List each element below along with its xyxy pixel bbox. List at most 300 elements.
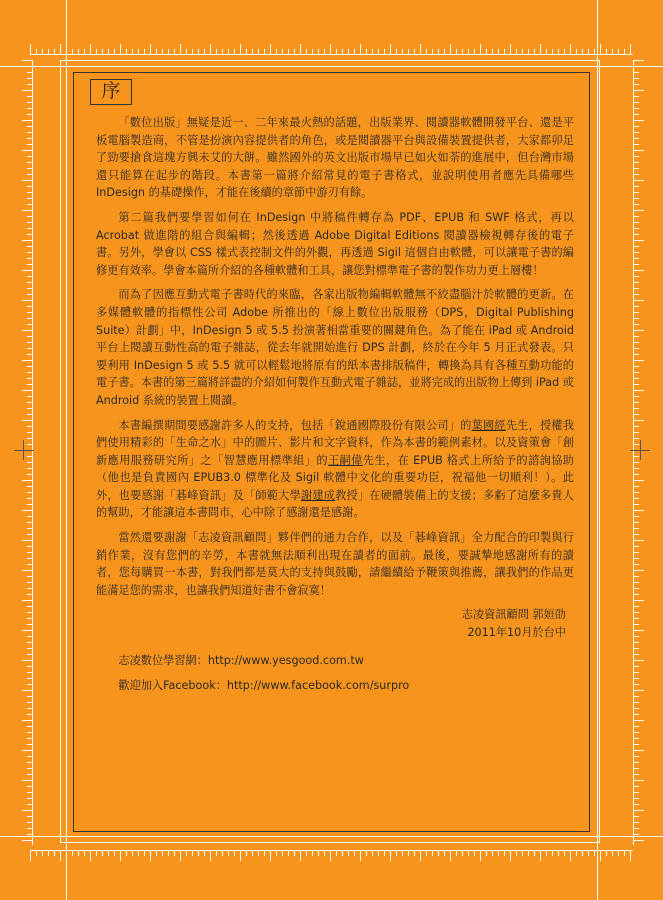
ruler-tick (138, 851, 139, 856)
ruler-tick (126, 851, 127, 856)
ruler-tick (27, 348, 32, 349)
ruler-tick (288, 49, 289, 54)
ruler-tick (78, 851, 79, 856)
ruler-tick (162, 49, 163, 54)
ruler-tick (27, 666, 32, 667)
ruler-tick (634, 192, 639, 193)
ruler-tick (624, 49, 625, 54)
ruler-tick (420, 851, 421, 861)
ruler-tick (27, 768, 32, 769)
crop-mark (23, 440, 24, 460)
ruler-tick (634, 828, 639, 829)
ruler-tick (564, 49, 565, 54)
link-line[interactable]: 歡迎加入Facebook：http://www.facebook.com/surpro (118, 679, 410, 693)
ruler-tick (408, 851, 409, 856)
ruler-tick (27, 234, 32, 235)
ruler-tick (634, 306, 639, 307)
ruler-tick (22, 150, 32, 151)
ruler-tick (22, 90, 32, 91)
ruler-tick (634, 252, 639, 253)
ruler-tick (22, 120, 32, 121)
ruler-tick (27, 648, 32, 649)
ruler-tick (634, 186, 639, 187)
ruler-tick (634, 558, 639, 559)
ruler-tick (22, 570, 32, 571)
ruler-tick (132, 851, 133, 856)
ruler-tick (27, 384, 32, 385)
ruler-tick (216, 49, 217, 54)
ruler-tick (27, 696, 32, 697)
ruler-tick (234, 49, 235, 54)
ruler-tick (27, 708, 32, 709)
ruler-tick (96, 49, 97, 54)
ruler-tick (22, 540, 32, 541)
ruler-tick (634, 684, 639, 685)
ruler-tick (324, 49, 325, 54)
ruler-tick (634, 360, 644, 361)
ruler-tick (22, 360, 32, 361)
ruler-tick (634, 666, 639, 667)
ruler-tick (27, 408, 32, 409)
ruler-tick (72, 851, 73, 856)
ruler-tick (198, 851, 199, 856)
ruler-tick (414, 851, 415, 856)
ruler-tick (462, 49, 463, 54)
paragraph: 而為了因應互動式電子書時代的來臨，各家出版物編輯軟體無不絞盡腦汁於軟體的更新。在多媒體軟體的指標性公司 Adobe 所推出的「線上數位出版服務（DPS，Digital Publishing Suite）計劃」中，InDesign 5 或 5.5 扮演著相當重要的關鍵角色。為了能在 iPad 或 Android 平台上閱讀互動性高的電子雜誌，從去年就開始進行 DPS 計劃，終於在今年 5 月正式發表。只要利用 InDesign 5 或 5.5 就可以輕鬆地將原有的紙本書排版稿件，轉換為具有各種互動功能的電子書。本書的第三篇將詳盡的介紹如何製作互動式電子雜誌，並將完成的出版物上傳到 iPad 或 Android 系統的裝置上閱讀。 (96, 288, 574, 407)
ruler-tick (22, 690, 32, 691)
ruler-tick (27, 156, 32, 157)
person-name: 王嗣偉 (327, 453, 363, 467)
ruler-tick (634, 834, 639, 835)
ruler-tick (27, 606, 32, 607)
ruler-tick (22, 510, 32, 511)
ruler-tick (588, 851, 589, 856)
ruler-tick (27, 618, 32, 619)
ruler-tick (600, 851, 601, 861)
ruler-tick (192, 49, 193, 54)
ruler-tick (228, 851, 229, 856)
ruler-tick (27, 96, 32, 97)
ruler-tick (402, 49, 403, 54)
ruler-tick (634, 414, 639, 415)
crop-mark (640, 440, 641, 460)
ruler-tick (634, 282, 639, 283)
ruler-tick (384, 851, 385, 856)
ruler-tick (634, 174, 639, 175)
ruler-tick (618, 851, 619, 856)
ruler-tick (634, 234, 639, 235)
ruler-tick (634, 594, 639, 595)
link-line[interactable]: 志凌數位學習網：http://www.yesgood.com.tw (118, 653, 364, 667)
ruler-tick (558, 49, 559, 54)
ruler-tick (378, 49, 379, 54)
ruler-tick (456, 49, 457, 54)
ruler-tick (210, 44, 211, 54)
ruler-tick (27, 684, 32, 685)
ruler-tick (634, 168, 639, 169)
ruler-tick (504, 851, 505, 856)
ruler-tick (27, 678, 32, 679)
ruler-tick (276, 49, 277, 54)
ruler-tick (180, 851, 181, 861)
ruler-tick (246, 851, 247, 856)
ruler-tick (552, 851, 553, 856)
frame-line (66, 0, 67, 900)
ruler-tick (426, 851, 427, 856)
ruler-tick (634, 72, 639, 73)
ruler-tick (156, 851, 157, 856)
ruler-bottom (30, 850, 633, 865)
ruler-tick (27, 102, 32, 103)
ruler-tick (27, 414, 32, 415)
ruler-tick (546, 49, 547, 54)
ruler-tick (294, 49, 295, 54)
ruler-tick (336, 851, 337, 856)
ruler-tick (27, 252, 32, 253)
ruler-tick (420, 44, 421, 54)
ruler-tick (634, 564, 639, 565)
ruler-tick (528, 851, 529, 856)
ruler-tick (634, 660, 644, 661)
ruler-tick (634, 138, 639, 139)
ruler-tick (634, 606, 639, 607)
ruler-tick (252, 49, 253, 54)
ruler-tick (634, 786, 639, 787)
ruler-tick (252, 851, 253, 856)
ruler-tick (27, 114, 32, 115)
ruler-tick (22, 390, 32, 391)
ruler-tick (27, 192, 32, 193)
ruler-tick (612, 851, 613, 856)
ruler-tick (27, 534, 32, 535)
ruler-tick (84, 851, 85, 856)
ruler-tick (27, 474, 32, 475)
ruler-tick (634, 462, 639, 463)
ruler-tick (348, 49, 349, 54)
ruler-tick (90, 851, 91, 861)
ruler-tick (270, 44, 271, 54)
ruler-tick (150, 44, 151, 54)
ruler-tick (634, 696, 639, 697)
ruler-tick (612, 49, 613, 54)
ruler-tick (27, 702, 32, 703)
ruler-tick (27, 162, 32, 163)
ruler-tick (27, 378, 32, 379)
ruler-tick (486, 49, 487, 54)
ruler-tick (366, 49, 367, 54)
ruler-tick (634, 114, 639, 115)
ruler-tick (486, 851, 487, 856)
ruler-tick (132, 49, 133, 54)
ruler-tick (634, 222, 639, 223)
ruler-tick (634, 756, 639, 757)
ruler-tick (90, 44, 91, 54)
ruler-tick (634, 804, 639, 805)
ruler-tick (27, 294, 32, 295)
ruler-tick (27, 366, 32, 367)
ruler-tick (27, 594, 32, 595)
ruler-tick (36, 851, 37, 856)
ruler-tick (634, 384, 639, 385)
page-title: 序 (90, 79, 132, 105)
ruler-tick (634, 150, 644, 151)
ruler-tick (27, 342, 32, 343)
ruler-tick (27, 732, 32, 733)
ruler-tick (450, 44, 451, 54)
ruler-tick (27, 636, 32, 637)
ruler-tick (186, 49, 187, 54)
ruler-tick (27, 288, 32, 289)
ruler-tick (342, 851, 343, 856)
ruler-tick (366, 851, 367, 856)
ruler-tick (27, 438, 32, 439)
ruler-tick (27, 552, 32, 553)
ruler-tick (618, 49, 619, 54)
ruler-tick (27, 354, 32, 355)
ruler-tick (634, 630, 644, 631)
ruler-tick (222, 851, 223, 856)
ruler-tick (60, 851, 61, 861)
ruler-tick (288, 851, 289, 856)
ruler-tick (534, 49, 535, 54)
ruler-tick (634, 726, 639, 727)
ruler-tick (22, 600, 32, 601)
ruler-tick (634, 624, 639, 625)
ruler-tick (634, 648, 639, 649)
person-name: 葉國經 (471, 418, 506, 432)
ruler-tick (27, 402, 32, 403)
ruler-tick (174, 851, 175, 856)
ruler-tick (27, 612, 32, 613)
ruler-tick (634, 264, 639, 265)
ruler-tick (27, 306, 32, 307)
ruler-tick (27, 582, 32, 583)
ruler-tick (408, 49, 409, 54)
ruler-tick (22, 630, 32, 631)
ruler-tick (312, 49, 313, 54)
ruler-tick (27, 228, 32, 229)
ruler-tick (27, 504, 32, 505)
ruler-tick (27, 72, 32, 73)
ruler-tick (634, 288, 639, 289)
ruler-tick (186, 851, 187, 856)
ruler-tick (634, 426, 639, 427)
ruler-tick (462, 851, 463, 856)
ruler-tick (372, 851, 373, 856)
person-name: 謝建成 (300, 488, 336, 502)
ruler-tick (634, 582, 639, 583)
ruler-tick (228, 49, 229, 54)
ruler-tick (634, 522, 639, 523)
ruler-tick (27, 312, 32, 313)
ruler-tick (174, 49, 175, 54)
ruler-tick (27, 522, 32, 523)
ruler-tick (634, 246, 639, 247)
ruler-tick (534, 851, 535, 856)
ruler-tick (634, 456, 639, 457)
ruler-tick (27, 246, 32, 247)
ruler-tick (438, 851, 439, 856)
preface-box (73, 72, 590, 832)
ruler-tick (27, 468, 32, 469)
ruler-tick (144, 851, 145, 856)
ruler-tick (634, 342, 639, 343)
ruler-tick (634, 276, 639, 277)
paragraph: 第二篇我們要學習如何在 InDesign 中將稿件轉存為 PDF、EPUB 和 SWF 格式，再以 Acrobat 做進階的組合與編輯；然後透過 Adobe Digital Editions 閱讀器檢視轉存後的電子書。另外，學會以 CSS 樣式表控制文件的外觀，再透過 Sigil 這個自由軟體，可以讓電子書的編修更有效率。學會本篇所介紹的各種軟體和工具，讓您對標準電子書的製作功力更上層樓！ (96, 210, 574, 277)
ruler-tick (634, 438, 639, 439)
ruler-tick (342, 49, 343, 54)
ruler-tick (27, 78, 32, 79)
date: 2011年10月於台中 (467, 626, 566, 640)
ruler-tick (22, 240, 32, 241)
ruler-tick (348, 851, 349, 856)
ruler-tick (634, 300, 644, 301)
ruler-tick (27, 834, 32, 835)
ruler-tick (22, 660, 32, 661)
ruler-tick (27, 564, 32, 565)
ruler-tick (96, 851, 97, 856)
frame-line (597, 0, 598, 900)
ruler-tick (22, 840, 32, 841)
ruler-tick (516, 851, 517, 856)
ruler-tick (84, 49, 85, 54)
ruler-tick (27, 642, 32, 643)
ruler-tick (634, 120, 644, 121)
ruler-tick (624, 851, 625, 856)
ruler-tick (27, 456, 32, 457)
ruler-tick (27, 486, 32, 487)
ruler-tick (216, 851, 217, 856)
ruler-tick (576, 49, 577, 54)
ruler-tick (570, 44, 571, 54)
ruler-tick (426, 49, 427, 54)
ruler-tick (546, 851, 547, 856)
ruler-tick (27, 372, 32, 373)
ruler-tick (27, 828, 32, 829)
preface-body (96, 114, 574, 703)
ruler-tick (634, 708, 639, 709)
ruler-tick (27, 144, 32, 145)
ruler-tick (138, 49, 139, 54)
ruler-tick (27, 462, 32, 463)
ruler-tick (634, 504, 639, 505)
ruler-tick (354, 851, 355, 856)
ruler-tick (27, 576, 32, 577)
ruler-tick (444, 49, 445, 54)
ruler-tick (360, 851, 361, 861)
ruler-tick (634, 612, 639, 613)
ruler-tick (27, 318, 32, 319)
ruler-tick (634, 636, 639, 637)
ruler-tick (634, 768, 639, 769)
ruler-tick (22, 810, 32, 811)
ruler-tick (634, 816, 639, 817)
ruler-tick (634, 810, 644, 811)
ruler-tick (634, 294, 639, 295)
ruler-tick (27, 282, 32, 283)
ruler-tick (300, 851, 301, 861)
ruler-tick (516, 49, 517, 54)
ruler-tick (634, 84, 639, 85)
ruler-tick (27, 804, 32, 805)
ruler-tick (634, 480, 644, 481)
ruler-tick (570, 851, 571, 861)
ruler-tick (630, 44, 631, 54)
ruler-tick (282, 49, 283, 54)
ruler-tick (634, 486, 639, 487)
links (96, 652, 574, 695)
ruler-tick (264, 851, 265, 856)
ruler-tick (634, 108, 639, 109)
ruler-tick (634, 654, 639, 655)
ruler-tick (450, 851, 451, 861)
ruler-tick (150, 851, 151, 861)
ruler-tick (27, 126, 32, 127)
ruler-tick (634, 516, 639, 517)
ruler-tick (204, 49, 205, 54)
ruler-tick (634, 588, 639, 589)
ruler-tick (504, 49, 505, 54)
ruler-tick (27, 186, 32, 187)
ruler-tick (634, 390, 644, 391)
ruler-tick (36, 49, 37, 54)
ruler-tick (306, 49, 307, 54)
ruler-tick (354, 49, 355, 54)
ruler-tick (108, 851, 109, 856)
ruler-tick (634, 762, 639, 763)
ruler-tick (162, 851, 163, 856)
ruler-tick (634, 570, 644, 571)
paragraph: 當然還要謝謝「志凌資訊顧問」夥伴們的通力合作，以及「碁峰資訊」全力配合的印製與行銷作業，沒有您們的辛勞，本書就無法順利出現在讀者的面前。最後，要誠摯地感謝所有的讀者，您每購買一本書，對我們都是莫大的支持與鼓勵，請繼續給予鞭策與推薦，讓我們的作品更能滿足您的需求，也讓我們知道好書不會寂寞！ (96, 531, 574, 597)
ruler-tick (27, 138, 32, 139)
ruler-tick (27, 798, 32, 799)
ruler-tick (258, 851, 259, 856)
ruler-tick (22, 780, 32, 781)
ruler-tick (634, 60, 644, 61)
ruler-left (18, 60, 33, 845)
ruler-tick (510, 851, 511, 861)
ruler-tick (330, 851, 331, 861)
ruler-tick (634, 540, 644, 541)
ruler-tick (27, 168, 32, 169)
ruler-tick (22, 420, 32, 421)
ruler-tick (588, 49, 589, 54)
ruler-tick (634, 348, 639, 349)
ruler-tick (634, 510, 644, 511)
ruler-tick (634, 336, 639, 337)
ruler-tick (634, 690, 644, 691)
ruler-tick (360, 44, 361, 54)
ruler-tick (27, 396, 32, 397)
ruler-tick (634, 738, 639, 739)
ruler-tick (634, 402, 639, 403)
ruler-tick (634, 714, 639, 715)
ruler-tick (474, 49, 475, 54)
ruler-tick (27, 726, 32, 727)
ruler-tick (126, 49, 127, 54)
ruler-tick (402, 851, 403, 856)
ruler-tick (22, 480, 32, 481)
ruler-tick (390, 851, 391, 861)
ruler-tick (312, 851, 313, 856)
ruler-tick (27, 492, 32, 493)
ruler-tick (582, 49, 583, 54)
ruler-tick (480, 44, 481, 54)
ruler-tick (498, 851, 499, 856)
ruler-tick (552, 49, 553, 54)
ruler-tick (336, 49, 337, 54)
ruler-tick (27, 558, 32, 559)
